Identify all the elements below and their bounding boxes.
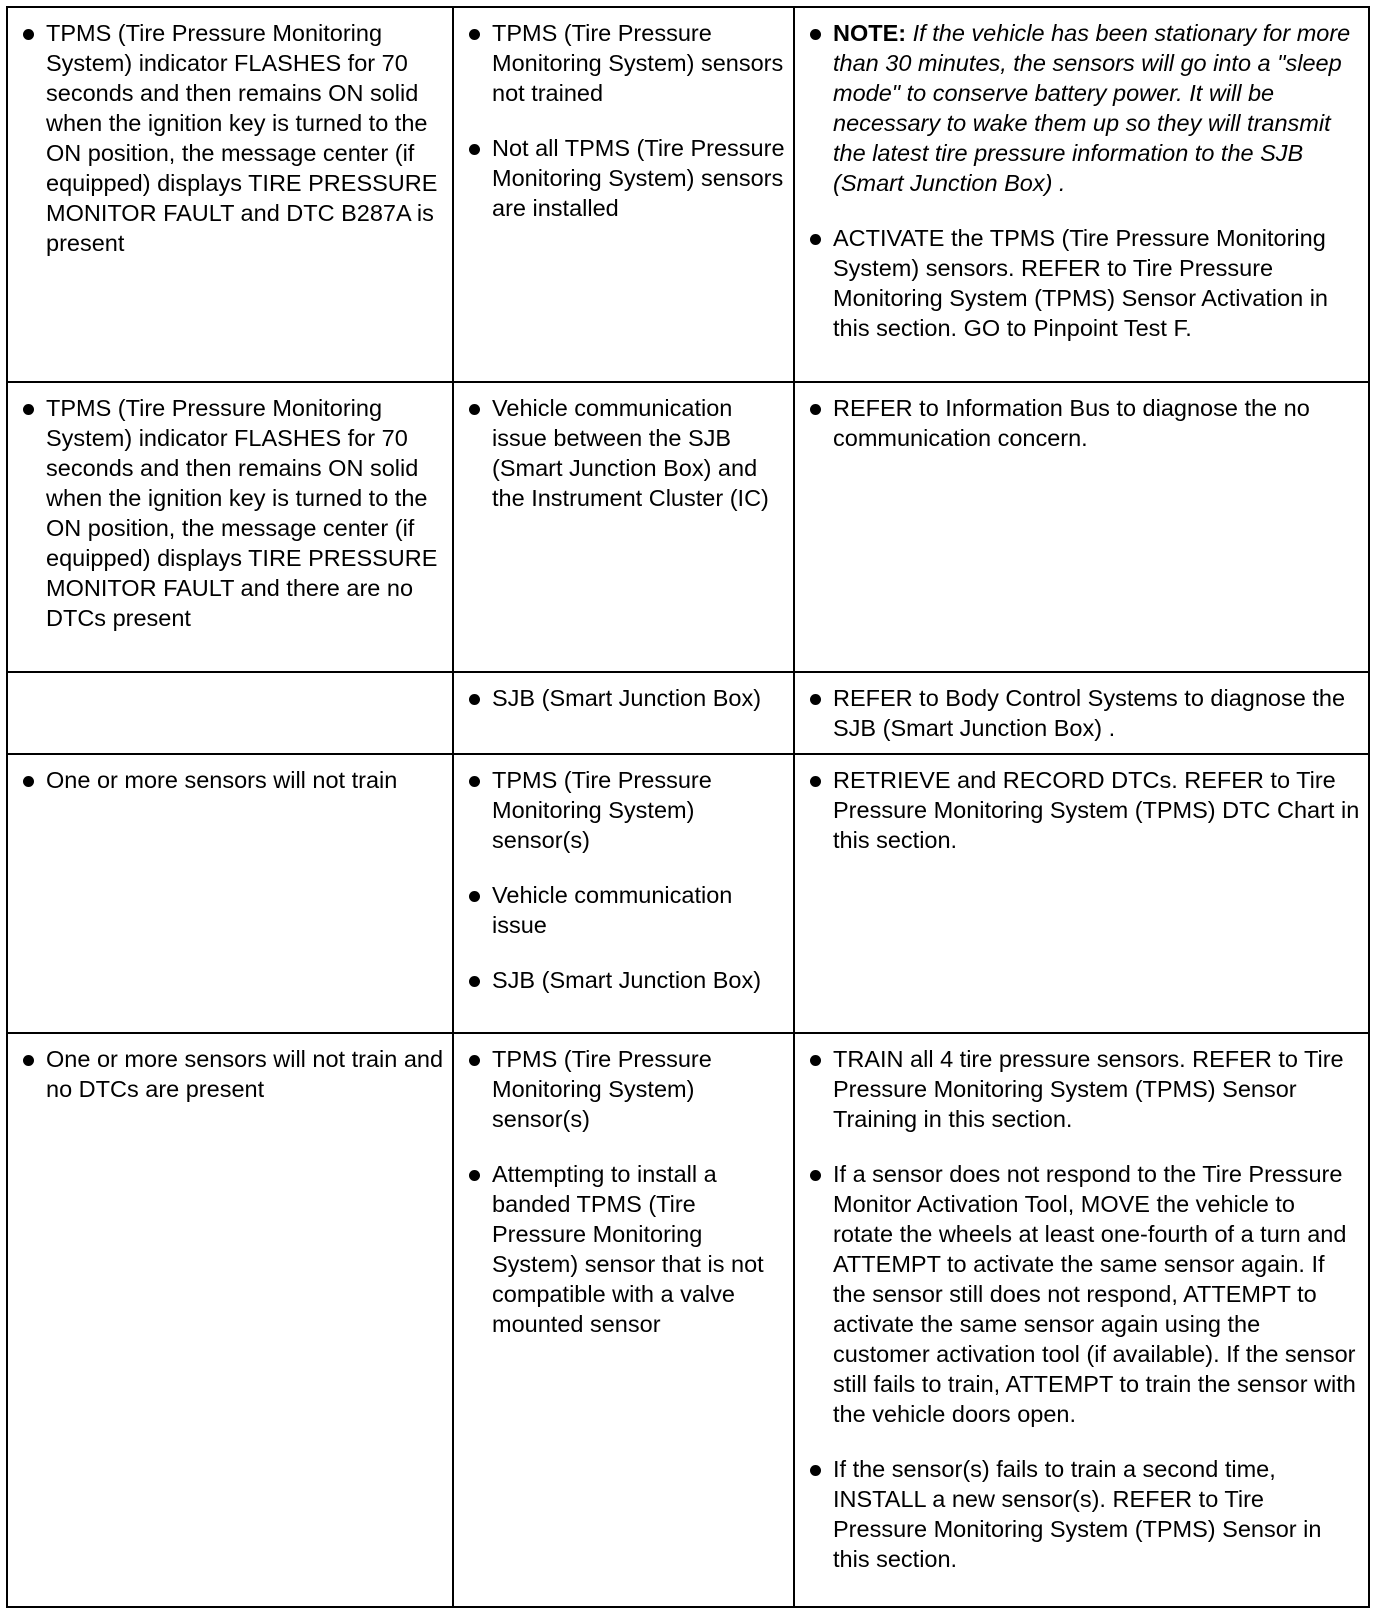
list-item: TRAIN all 4 tire pressure sensors. REFER to Tire Pressure Monitoring System (TPMS) Sensor Training in this section. xyxy=(803,1044,1360,1134)
list-item: TPMS (Tire Pressure Monitoring System) indicator FLASHES for 70 seconds and then remains ON solid when the ignition key is turned to the ON position, the message center (if equipped) displays TIRE PRESSURE MONITOR FAULT and DTC B287A is present xyxy=(16,18,444,258)
bullet-icon xyxy=(469,404,480,415)
list-item: Vehicle communication issue xyxy=(462,880,785,940)
bullet-icon xyxy=(810,404,821,415)
list-item: If the sensor(s) fails to train a second time, INSTALL a new sensor(s). REFER to Tire Pressure Monitoring System (TPMS) Sensor in this section. xyxy=(803,1454,1360,1574)
bullet-icon xyxy=(469,694,480,705)
bullet-icon xyxy=(469,29,480,40)
table-row xyxy=(7,754,1369,1033)
list-item: Not all TPMS (Tire Pressure Monitoring System) sensors are installed xyxy=(462,133,785,223)
list-item: SJB (Smart Junction Box) xyxy=(462,683,785,713)
list-item: TPMS (Tire Pressure Monitoring System) sensor(s) xyxy=(462,765,785,855)
symptom-chart-table xyxy=(6,6,1370,1608)
action-cell xyxy=(794,754,1369,1033)
note-label: NOTE: xyxy=(833,20,907,46)
bullet-icon xyxy=(810,694,821,705)
list-item: SJB (Smart Junction Box) xyxy=(462,965,785,995)
list-item: ACTIVATE the TPMS (Tire Pressure Monitoring System) sensors. REFER to Tire Pressure Monitoring System (TPMS) Sensor Activation in this section. GO to Pinpoint Test F. xyxy=(803,223,1360,343)
action-cell xyxy=(794,7,1369,382)
bullet-icon xyxy=(469,1170,480,1181)
action-cell xyxy=(794,1033,1369,1607)
note-text: If the vehicle has been stationary for more than 30 minutes, the sensors will go into a "sleep mode" to conserve battery power. It will be necessary to wake them up so they will transmit the latest tire pressure information to the SJB (Smart Junction Box) . xyxy=(833,20,1351,196)
bullet-icon xyxy=(469,976,480,987)
bullet-icon xyxy=(810,776,821,787)
list-item: If a sensor does not respond to the Tire Pressure Monitor Activation Tool, MOVE the vehicle to rotate the wheels at least one-fourth of a turn and ATTEMPT to activate the same sensor again. If the sensor still does not respond, ATTEMPT to activate the same sensor again using the customer activation tool (if available). If the sensor still fails to train, ATTEMPT to train the sensor with the vehicle doors open. xyxy=(803,1159,1360,1429)
list-item: TPMS (Tire Pressure Monitoring System) sensor(s) xyxy=(462,1044,785,1134)
symptom-cell xyxy=(7,754,453,1033)
list-item: TPMS (Tire Pressure Monitoring System) sensors not trained xyxy=(462,18,785,108)
list-item: REFER to Body Control Systems to diagnose the SJB (Smart Junction Box) . xyxy=(803,683,1360,743)
action-cell xyxy=(794,382,1369,672)
bullet-icon xyxy=(810,29,821,40)
list-item: REFER to Information Bus to diagnose the no communication concern. xyxy=(803,393,1360,453)
note-item xyxy=(803,18,1360,198)
list-item: One or more sensors will not train xyxy=(16,765,444,795)
table-row xyxy=(7,672,1369,754)
symptom-cell xyxy=(7,1033,453,1607)
action-cell xyxy=(794,672,1369,754)
list-item: One or more sensors will not train and no DTCs are present xyxy=(16,1044,444,1104)
bullet-icon xyxy=(23,404,34,415)
symptom-cell xyxy=(7,672,453,754)
table-row xyxy=(7,7,1369,382)
bullet-icon xyxy=(23,29,34,40)
cause-cell xyxy=(453,1033,794,1607)
table-row xyxy=(7,1033,1369,1607)
cause-cell xyxy=(453,7,794,382)
table-row xyxy=(7,382,1369,672)
list-item: Vehicle communication issue between the SJB (Smart Junction Box) and the Instrument Cluster (IC) xyxy=(462,393,785,513)
bullet-icon xyxy=(469,891,480,902)
bullet-icon xyxy=(23,1055,34,1066)
bullet-icon xyxy=(810,1170,821,1181)
list-item: Attempting to install a banded TPMS (Tire Pressure Monitoring System) sensor that is not compatible with a valve mounted sensor xyxy=(462,1159,785,1339)
bullet-icon xyxy=(469,1055,480,1066)
bullet-icon xyxy=(469,144,480,155)
bullet-icon xyxy=(23,776,34,787)
list-item: TPMS (Tire Pressure Monitoring System) indicator FLASHES for 70 seconds and then remains ON solid when the ignition key is turned to the ON position, the message center (if equipped) displays TIRE PRESSURE MONITOR FAULT and there are no DTCs present xyxy=(16,393,444,633)
bullet-icon xyxy=(810,1465,821,1476)
bullet-icon xyxy=(469,776,480,787)
cause-cell xyxy=(453,672,794,754)
bullet-icon xyxy=(810,234,821,245)
bullet-icon xyxy=(810,1055,821,1066)
symptom-cell xyxy=(7,382,453,672)
list-item: RETRIEVE and RECORD DTCs. REFER to Tire Pressure Monitoring System (TPMS) DTC Chart in this section. xyxy=(803,765,1360,855)
cause-cell xyxy=(453,754,794,1033)
cause-cell xyxy=(453,382,794,672)
symptom-cell xyxy=(7,7,453,382)
